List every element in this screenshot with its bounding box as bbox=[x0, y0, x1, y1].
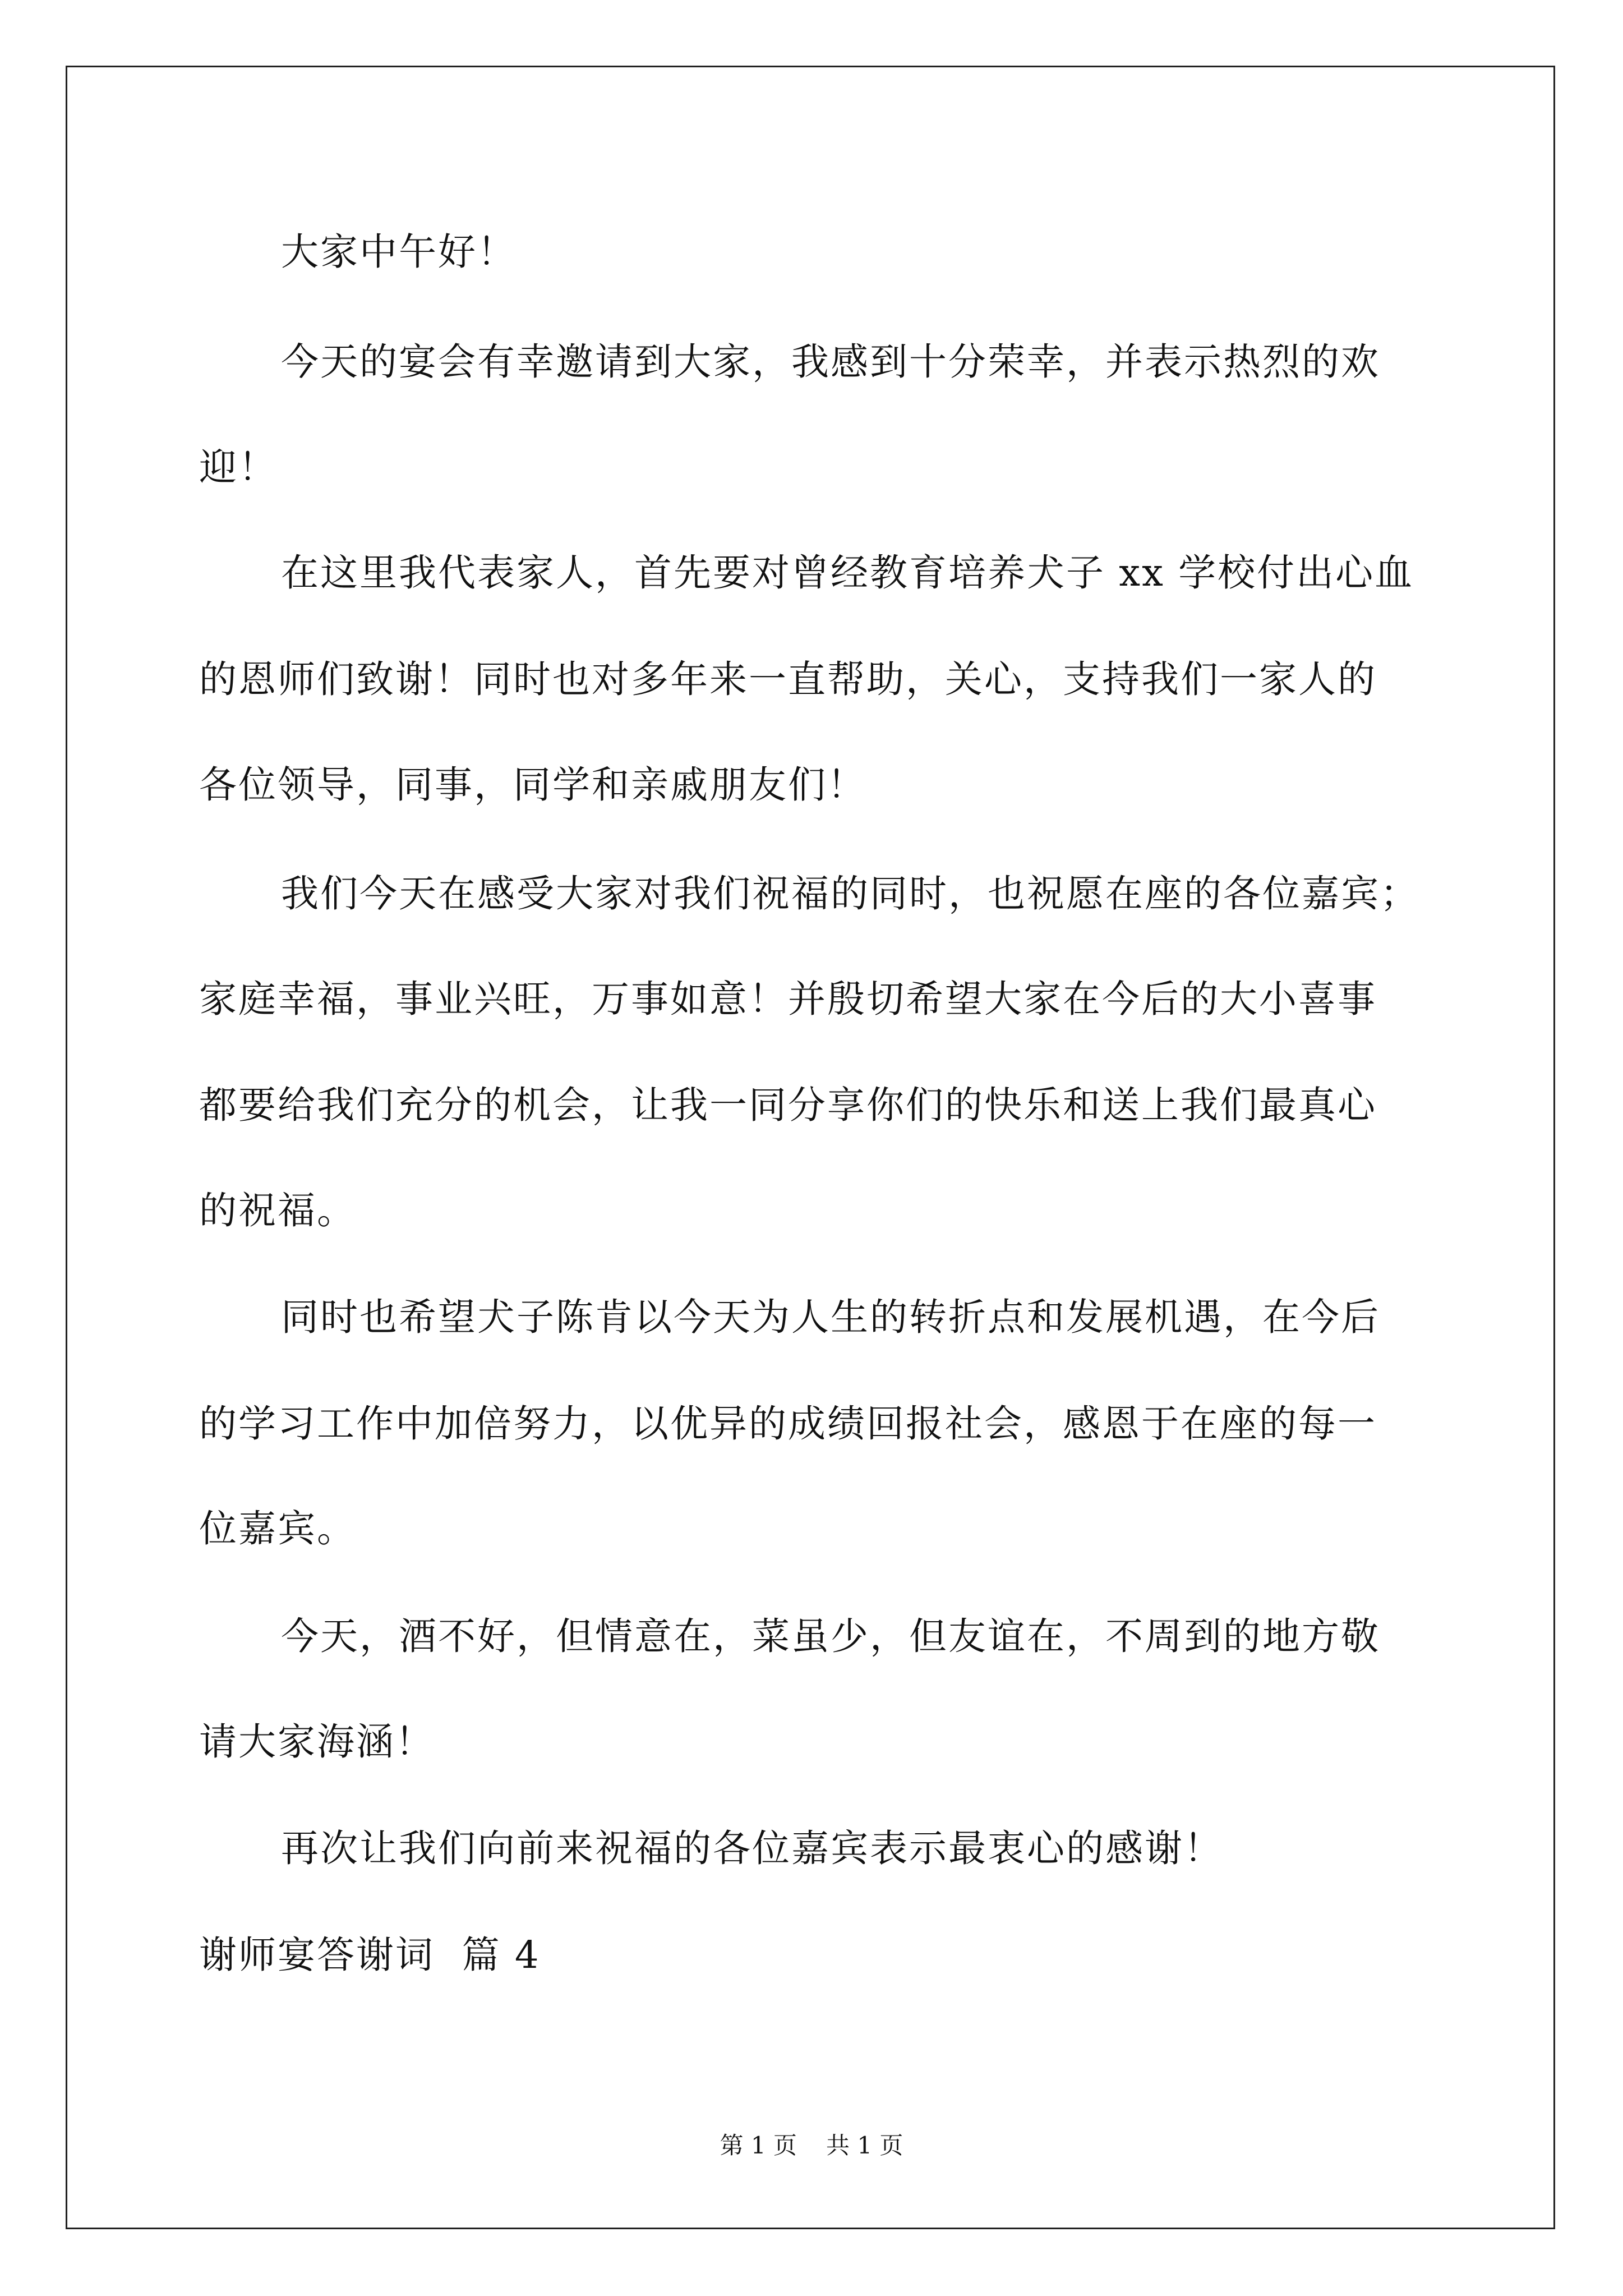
paragraph-line: 的学习工作中加倍努力，以优异的成绩回报社会，感恩于在座的每一 bbox=[199, 1402, 1377, 1446]
page-border bbox=[66, 66, 1555, 2229]
paragraph-line: 都要给我们充分的机会，让我一同分享你们的快乐和送上我们最真心 bbox=[199, 1083, 1377, 1127]
paragraph-line: 同时也希望犬子陈肯以今天为人生的转折点和发展机遇，在今后 bbox=[281, 1295, 1380, 1339]
paragraph-line: 的祝福。 bbox=[199, 1189, 356, 1232]
section-heading: 谢师宴答谢词 篇 4 bbox=[199, 1933, 541, 1977]
paragraph-line: 再次让我们向前来祝福的各位嘉宾表示最衷心的感谢！ bbox=[281, 1826, 1223, 1870]
paragraph-line: 位嘉宾。 bbox=[199, 1507, 356, 1550]
page-number: 第 1 页 bbox=[720, 2132, 797, 2159]
paragraph-line: 家庭幸福，事业兴旺，万事如意！并殷切希望大家在今后的大小喜事 bbox=[199, 977, 1377, 1021]
paragraph-line: 在这里我代表家人，首先要对曾经教育培养犬子 xx 学校付出心血 bbox=[281, 551, 1414, 595]
greeting-line: 大家中午好！ bbox=[281, 230, 517, 274]
paragraph-line: 今天的宴会有幸邀请到大家，我感到十分荣幸，并表示热烈的欢 bbox=[281, 340, 1380, 384]
page-total: 共 1 页 bbox=[826, 2132, 903, 2159]
paragraph-line: 请大家海涵！ bbox=[199, 1720, 435, 1764]
paragraph-line: 各位领导，同事，同学和亲戚朋友们！ bbox=[199, 763, 866, 807]
page-footer bbox=[0, 2134, 1623, 2157]
paragraph-line: 今天，酒不好，但情意在，菜虽少，但友谊在，不周到的地方敬 bbox=[281, 1614, 1380, 1658]
paragraph-line: 迎！ bbox=[199, 445, 278, 489]
paragraph-line: 的恩师们致谢！同时也对多年来一直帮助，关心，支持我们一家人的 bbox=[199, 657, 1377, 701]
paragraph-line: 我们今天在感受大家对我们祝福的同时，也祝愿在座的各位嘉宾； bbox=[281, 872, 1419, 915]
